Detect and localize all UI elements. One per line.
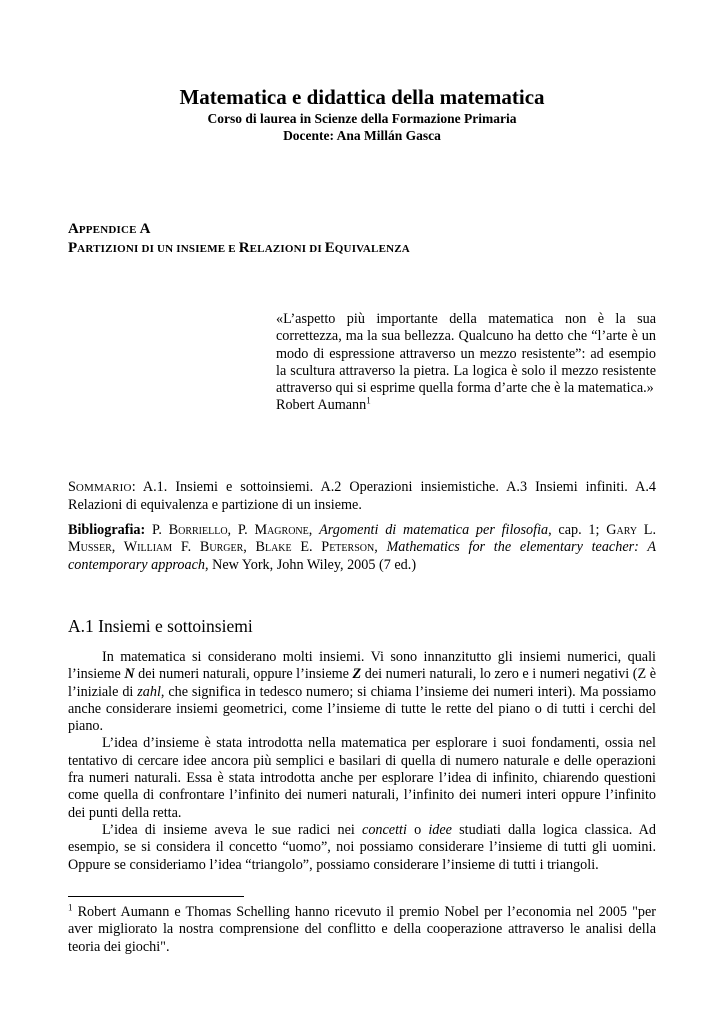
appendix-label: APPENDICE A xyxy=(68,221,151,237)
appendix-title-segment: ARTIZIONI DI UN INSIEME E xyxy=(77,243,239,255)
appendix-title xyxy=(68,239,410,258)
appendix-title-segment: P xyxy=(68,240,78,256)
paragraph-1: In matematica si considerano molti insiemi. Vi sono innanzitutto gli insiemi numerici, quali l’insieme N dei numeri naturali, oppure l’insieme Z dei numeri naturali, lo zero e i numeri negativi (Z è l’iniziale di zahl, che significa in tedesco numero; si chiama l’insieme dei numeri interi). Ma possiamo anche considerare insiemi geometrici, come l’insieme di tutte le rette del piano o di tutti i cerchi del piano. xyxy=(68,649,656,735)
bibliography-title-1: Argomenti di matematica per filosofia xyxy=(319,522,549,538)
quote-author: Robert Aumann$^1$ xyxy=(276,395,371,414)
document-title: Matematica e didattica della matematica xyxy=(179,85,545,109)
footnote-mark: 1 xyxy=(68,902,73,913)
footnote-separator xyxy=(68,896,244,897)
quote-text: «L’aspetto più importante della matematica non è la sua correttezza, ma la sua bellezza. Qualcuno ha detto che “l’arte è un modo di espressione attraverso un mezzo resistente”: ad esempio la scultura attraverso la pietra. La logica è solo il mezzo resistente attraverso qui si esprime quella forma d’arte che è la matematica.» xyxy=(276,311,656,397)
bibliography-title-2: Mathematics for the elementary teacher: A contemporary approach xyxy=(68,539,656,573)
appendix-title-segment: R xyxy=(238,240,250,256)
bibliography-label: Bibliografia: xyxy=(68,522,146,538)
footnote-reference: 1 xyxy=(366,395,371,406)
summary: SOMMARIO: A.1. Insiemi e sottoinsiemi. A.2 Operazioni insiemistiche. A.3 Insiemi infiniti. A.4 Relazioni di equivalenza e partizione di un insieme. xyxy=(68,479,656,514)
lecturer-name: Docente: Ana Millán Gasca xyxy=(283,128,441,143)
document-header xyxy=(0,84,724,144)
section-body xyxy=(68,649,656,874)
bibliography: Bibliografia: P. Borriello, P. Magrone, Argomenti di matematica per filosofia, cap. 1; Gary L. Musser, William F. Burger, Blake E. Peterson, Mathematics for the elementary teacher: A contemporary approach, New York, John Wiley, 2005 (7 ed.) xyxy=(68,522,657,573)
paragraph-3: L’idea di insieme aveva le sue radici nei concetti o idee studiati dalla logica classica. Ad esempio, se si considera il concetto “uomo”, noi possiamo considerare l’insieme di tutti gli uomini. Oppure se consideriamo l’idea “triangolo”, possiamo considerare l’insieme di tutti i triangoli. xyxy=(68,821,657,873)
appendix-title-segment: E xyxy=(324,240,335,256)
course-name: Corso di laurea in Scienze della Formazione Primaria xyxy=(207,111,517,126)
appendix-heading xyxy=(68,220,410,258)
appendix-title-segment: QUIVALENZA xyxy=(334,243,410,255)
epigraph-quote xyxy=(276,311,656,415)
footnote: $^1$ Robert Aumann e Thomas Schelling hanno ricevuto il premio Nobel per l’economia nel 2005 "per aver migliorato la nostra comprensione del conflitto e della cooperazione attraverso le analisi della teoria dei giochi". xyxy=(68,902,656,955)
paragraph-2: L’idea d’insieme è stata introdotta nella matematica per esplorare i suoi fondamenti, ossia nel tentativo di cercare idee ancora più semplici e basilari di quella di numero naturale e delle operazioni fra numeri naturali. Essa è stata introdotta anche per esplorare l’idea di infinito, chiarendo questioni come quella di confrontare l’infinito dei numeri naturali, l’infinito dei numeri interi oppure l’infinito dei punti della retta. xyxy=(68,735,656,821)
appendix-title-segment: ELAZIONI DI xyxy=(249,243,325,255)
section-heading: A.1 Insiemi e sottoinsiemi xyxy=(68,616,253,636)
